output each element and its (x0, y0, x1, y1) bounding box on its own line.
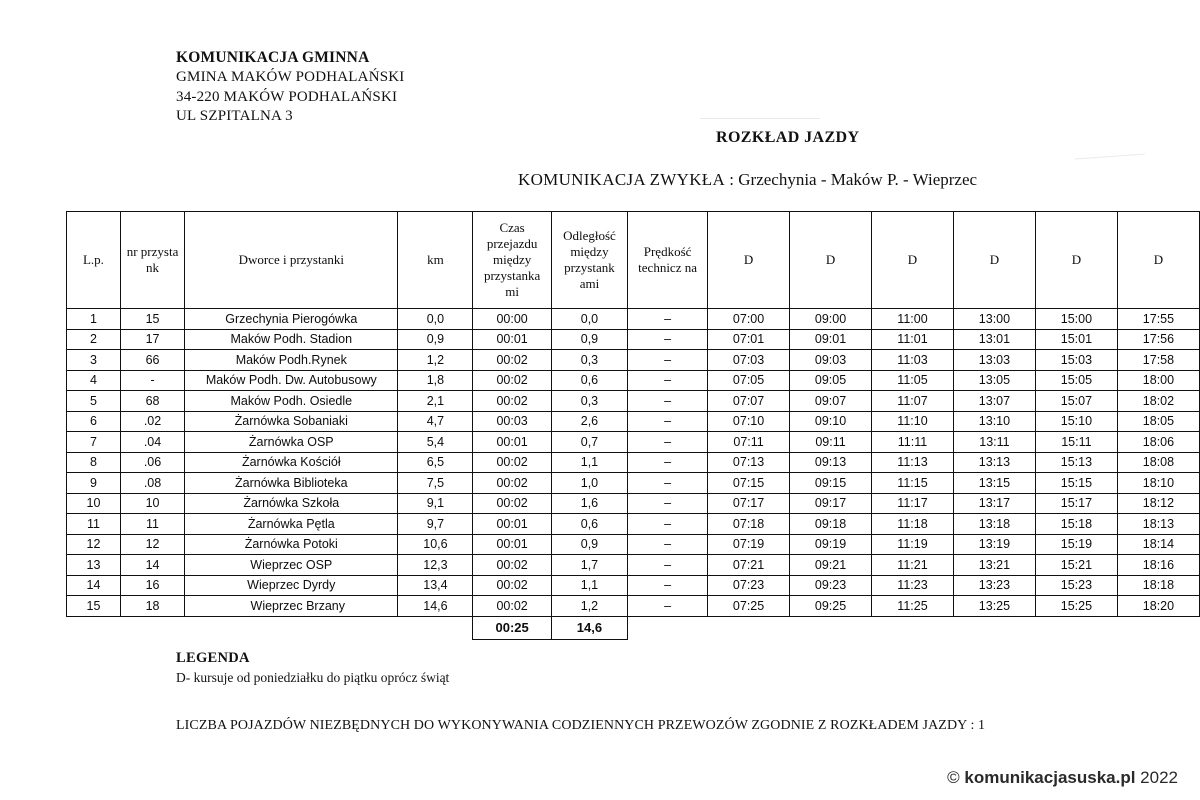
cell-station-name: Wieprzec Brzany (185, 596, 398, 617)
cell-travel-time: 00:02 (473, 575, 551, 596)
watermark (947, 768, 1178, 788)
cell-departure-4: 13:25 (953, 596, 1035, 617)
cell-departure-3: 11:01 (872, 329, 954, 350)
col-header-departure-1: D (708, 212, 790, 309)
cell-km: 7,5 (398, 473, 473, 494)
cell-departure-4: 13:15 (953, 473, 1035, 494)
cell-lp: 5 (67, 391, 121, 412)
cell-departure-2: 09:23 (790, 575, 872, 596)
cell-departure-2: 09:11 (790, 432, 872, 453)
table-head (67, 212, 1200, 309)
cell-lp: 13 (67, 555, 121, 576)
totals-spacer-d3 (872, 616, 954, 639)
totals-distance: 14,6 (551, 616, 627, 639)
cell-travel-time: 00:01 (473, 432, 551, 453)
table-body (67, 309, 1200, 617)
cell-stop-number: 16 (120, 575, 184, 596)
cell-departure-3: 11:00 (872, 309, 954, 330)
table-row (67, 555, 1200, 576)
col-header-travel-time: Czas przejazdu między przystanka mi (473, 212, 551, 309)
col-header-departure-6: D (1117, 212, 1199, 309)
cell-distance: 2,6 (551, 411, 627, 432)
cell-lp: 1 (67, 309, 121, 330)
totals-spacer-d5 (1035, 616, 1117, 639)
cell-departure-5: 15:17 (1035, 493, 1117, 514)
cell-departure-5: 15:07 (1035, 391, 1117, 412)
cell-km: 0,9 (398, 329, 473, 350)
cell-distance: 0,3 (551, 350, 627, 371)
cell-stop-number: .02 (120, 411, 184, 432)
cell-departure-6: 18:10 (1117, 473, 1199, 494)
cell-departure-6: 18:14 (1117, 534, 1199, 555)
cell-stop-number: - (120, 370, 184, 391)
cell-station-name: Wieprzec OSP (185, 555, 398, 576)
cell-departure-1: 07:00 (708, 309, 790, 330)
cell-distance: 0,0 (551, 309, 627, 330)
cell-departure-4: 13:10 (953, 411, 1035, 432)
cell-lp: 4 (67, 370, 121, 391)
cell-departure-4: 13:21 (953, 555, 1035, 576)
cell-departure-4: 13:17 (953, 493, 1035, 514)
org-line-1: KOMUNIKACJA GMINNA (176, 49, 370, 66)
cell-travel-time: 00:02 (473, 473, 551, 494)
totals-spacer-stop (185, 616, 398, 639)
cell-departure-5: 15:19 (1035, 534, 1117, 555)
cell-distance: 1,7 (551, 555, 627, 576)
cell-travel-time: 00:02 (473, 596, 551, 617)
cell-departure-5: 15:21 (1035, 555, 1117, 576)
cell-speed: – (628, 534, 708, 555)
cell-speed: – (628, 350, 708, 371)
cell-lp: 6 (67, 411, 121, 432)
totals-spacer-d4 (953, 616, 1035, 639)
cell-km: 6,5 (398, 452, 473, 473)
cell-departure-1: 07:21 (708, 555, 790, 576)
cell-travel-time: 00:02 (473, 452, 551, 473)
cell-speed: – (628, 575, 708, 596)
table-row (67, 452, 1200, 473)
organisation-block (176, 48, 405, 127)
cell-speed: – (628, 370, 708, 391)
cell-stop-number: 10 (120, 493, 184, 514)
watermark-copyright: © (947, 768, 960, 787)
cell-departure-2: 09:15 (790, 473, 872, 494)
cell-departure-6: 18:13 (1117, 514, 1199, 535)
cell-departure-2: 09:17 (790, 493, 872, 514)
totals-spacer-lp (67, 616, 121, 639)
cell-travel-time: 00:02 (473, 370, 551, 391)
cell-speed: – (628, 432, 708, 453)
cell-departure-6: 18:08 (1117, 452, 1199, 473)
cell-departure-3: 11:18 (872, 514, 954, 535)
cell-station-name: Maków Podh.Rynek (185, 350, 398, 371)
cell-travel-time: 00:01 (473, 514, 551, 535)
cell-departure-6: 18:02 (1117, 391, 1199, 412)
totals-spacer-nr (120, 616, 184, 639)
watermark-site: komunikacjasuska.pl (964, 768, 1136, 787)
totals-spacer-d6 (1117, 616, 1199, 639)
cell-departure-1: 07:10 (708, 411, 790, 432)
cell-lp: 15 (67, 596, 121, 617)
cell-km: 10,6 (398, 534, 473, 555)
cell-travel-time: 00:03 (473, 411, 551, 432)
col-header-km: km (398, 212, 473, 309)
cell-travel-time: 00:01 (473, 329, 551, 350)
cell-departure-5: 15:10 (1035, 411, 1117, 432)
table-row (67, 514, 1200, 535)
cell-km: 14,6 (398, 596, 473, 617)
cell-lp: 7 (67, 432, 121, 453)
cell-speed: – (628, 452, 708, 473)
cell-station-name: Żarnówka Kościół (185, 452, 398, 473)
cell-departure-1: 07:18 (708, 514, 790, 535)
cell-departure-6: 18:00 (1117, 370, 1199, 391)
org-line-3: 34-220 MAKÓW PODHALAŃSKI (176, 88, 398, 105)
cell-speed: – (628, 473, 708, 494)
cell-departure-6: 17:55 (1117, 309, 1199, 330)
cell-stop-number: 11 (120, 514, 184, 535)
cell-stop-number: .04 (120, 432, 184, 453)
cell-departure-4: 13:19 (953, 534, 1035, 555)
cell-departure-2: 09:18 (790, 514, 872, 535)
col-header-distance: Odległość między przystank ami (551, 212, 627, 309)
cell-departure-1: 07:23 (708, 575, 790, 596)
cell-departure-6: 18:16 (1117, 555, 1199, 576)
legend-block (176, 650, 449, 686)
totals-spacer-speed (628, 616, 708, 639)
cell-station-name: Maków Podh. Dw. Autobusowy (185, 370, 398, 391)
table-row (67, 329, 1200, 350)
cell-distance: 0,9 (551, 329, 627, 350)
col-header-speed: Prędkość technicz na (628, 212, 708, 309)
cell-departure-4: 13:00 (953, 309, 1035, 330)
cell-lp: 12 (67, 534, 121, 555)
cell-stop-number: .08 (120, 473, 184, 494)
cell-departure-4: 13:18 (953, 514, 1035, 535)
watermark-year: 2022 (1140, 768, 1178, 787)
table-row (67, 432, 1200, 453)
cell-stop-number: 12 (120, 534, 184, 555)
cell-station-name: Maków Podh. Osiedle (185, 391, 398, 412)
cell-lp: 9 (67, 473, 121, 494)
cell-departure-5: 15:18 (1035, 514, 1117, 535)
cell-departure-3: 11:11 (872, 432, 954, 453)
cell-distance: 1,1 (551, 452, 627, 473)
cell-km: 9,7 (398, 514, 473, 535)
cell-departure-6: 18:18 (1117, 575, 1199, 596)
totals-spacer-km (398, 616, 473, 639)
cell-departure-4: 13:01 (953, 329, 1035, 350)
scan-artifact-line-2 (1075, 154, 1145, 160)
table-foot (67, 616, 1200, 639)
totals-spacer-d1 (708, 616, 790, 639)
cell-stop-number: 17 (120, 329, 184, 350)
col-header-departure-2: D (790, 212, 872, 309)
cell-km: 1,8 (398, 370, 473, 391)
cell-departure-2: 09:05 (790, 370, 872, 391)
cell-departure-2: 09:19 (790, 534, 872, 555)
cell-departure-2: 09:03 (790, 350, 872, 371)
cell-departure-6: 18:06 (1117, 432, 1199, 453)
cell-speed: – (628, 555, 708, 576)
cell-km: 13,4 (398, 575, 473, 596)
cell-departure-5: 15:23 (1035, 575, 1117, 596)
table-row (67, 575, 1200, 596)
cell-departure-5: 15:15 (1035, 473, 1117, 494)
cell-departure-3: 11:07 (872, 391, 954, 412)
cell-travel-time: 00:02 (473, 555, 551, 576)
table-row (67, 391, 1200, 412)
cell-km: 4,7 (398, 411, 473, 432)
table-row (67, 309, 1200, 330)
cell-km: 2,1 (398, 391, 473, 412)
cell-departure-3: 11:21 (872, 555, 954, 576)
table-row (67, 493, 1200, 514)
cell-km: 5,4 (398, 432, 473, 453)
cell-station-name: Żarnówka Sobaniaki (185, 411, 398, 432)
table-row (67, 370, 1200, 391)
cell-station-name: Żarnówka Pętla (185, 514, 398, 535)
cell-station-name: Żarnówka OSP (185, 432, 398, 453)
cell-travel-time: 00:02 (473, 493, 551, 514)
cell-departure-1: 07:25 (708, 596, 790, 617)
col-header-stop-number: nr przysta nk (120, 212, 184, 309)
cell-speed: – (628, 514, 708, 535)
cell-stop-number: 14 (120, 555, 184, 576)
schedule-table (66, 211, 1200, 640)
cell-km: 9,1 (398, 493, 473, 514)
cell-departure-3: 11:10 (872, 411, 954, 432)
totals-row (67, 616, 1200, 639)
cell-lp: 10 (67, 493, 121, 514)
cell-departure-1: 07:17 (708, 493, 790, 514)
cell-departure-5: 15:03 (1035, 350, 1117, 371)
route-value: : Grzechynia - Maków P. - Wieprzec (729, 170, 978, 189)
cell-departure-2: 09:25 (790, 596, 872, 617)
cell-departure-2: 09:01 (790, 329, 872, 350)
cell-departure-4: 13:13 (953, 452, 1035, 473)
col-header-departure-3: D (872, 212, 954, 309)
cell-distance: 0,9 (551, 534, 627, 555)
cell-stop-number: 66 (120, 350, 184, 371)
cell-stop-number: .06 (120, 452, 184, 473)
cell-lp: 14 (67, 575, 121, 596)
cell-distance: 0,6 (551, 370, 627, 391)
cell-km: 12,3 (398, 555, 473, 576)
table-row (67, 473, 1200, 494)
cell-lp: 3 (67, 350, 121, 371)
cell-departure-4: 13:03 (953, 350, 1035, 371)
cell-departure-1: 07:19 (708, 534, 790, 555)
col-header-lp: L.p. (67, 212, 121, 309)
cell-distance: 0,6 (551, 514, 627, 535)
cell-km: 0,0 (398, 309, 473, 330)
cell-speed: – (628, 391, 708, 412)
cell-lp: 11 (67, 514, 121, 535)
cell-departure-1: 07:05 (708, 370, 790, 391)
cell-departure-2: 09:13 (790, 452, 872, 473)
cell-departure-5: 15:00 (1035, 309, 1117, 330)
cell-lp: 8 (67, 452, 121, 473)
scan-artifact-line (700, 118, 820, 119)
cell-departure-1: 07:03 (708, 350, 790, 371)
cell-distance: 1,1 (551, 575, 627, 596)
cell-departure-3: 11:13 (872, 452, 954, 473)
cell-departure-3: 11:25 (872, 596, 954, 617)
cell-distance: 1,6 (551, 493, 627, 514)
cell-travel-time: 00:02 (473, 350, 551, 371)
cell-departure-4: 13:05 (953, 370, 1035, 391)
cell-departure-4: 13:11 (953, 432, 1035, 453)
cell-travel-time: 00:02 (473, 391, 551, 412)
table-row (67, 350, 1200, 371)
cell-departure-3: 11:15 (872, 473, 954, 494)
col-header-departure-5: D (1035, 212, 1117, 309)
cell-departure-2: 09:00 (790, 309, 872, 330)
schedule-table-wrapper (66, 211, 1200, 640)
route-label: KOMUNIKACJA ZWYKŁA (518, 170, 726, 189)
cell-stop-number: 18 (120, 596, 184, 617)
cell-departure-5: 15:11 (1035, 432, 1117, 453)
cell-station-name: Maków Podh. Stadion (185, 329, 398, 350)
cell-km: 1,2 (398, 350, 473, 371)
col-header-departure-4: D (953, 212, 1035, 309)
cell-departure-4: 13:07 (953, 391, 1035, 412)
cell-distance: 1,2 (551, 596, 627, 617)
cell-departure-6: 17:58 (1117, 350, 1199, 371)
table-row (67, 534, 1200, 555)
cell-speed: – (628, 309, 708, 330)
cell-distance: 0,7 (551, 432, 627, 453)
cell-station-name: Wieprzec Dyrdy (185, 575, 398, 596)
cell-departure-1: 07:07 (708, 391, 790, 412)
cell-station-name: Żarnówka Potoki (185, 534, 398, 555)
cell-speed: – (628, 493, 708, 514)
totals-travel-time: 00:25 (473, 616, 551, 639)
cell-departure-4: 13:23 (953, 575, 1035, 596)
cell-distance: 1,0 (551, 473, 627, 494)
cell-stop-number: 68 (120, 391, 184, 412)
totals-spacer-d2 (790, 616, 872, 639)
cell-speed: – (628, 411, 708, 432)
route-heading (518, 170, 977, 190)
cell-departure-5: 15:01 (1035, 329, 1117, 350)
cell-travel-time: 00:01 (473, 534, 551, 555)
cell-lp: 2 (67, 329, 121, 350)
legend-title: LEGENDA (176, 650, 250, 666)
org-line-2: GMINA MAKÓW PODHALAŃSKI (176, 69, 405, 86)
cell-departure-3: 11:17 (872, 493, 954, 514)
cell-departure-3: 11:03 (872, 350, 954, 371)
cell-departure-3: 11:19 (872, 534, 954, 555)
cell-departure-1: 07:13 (708, 452, 790, 473)
cell-station-name: Żarnówka Szkoła (185, 493, 398, 514)
cell-departure-6: 18:12 (1117, 493, 1199, 514)
cell-departure-1: 07:11 (708, 432, 790, 453)
cell-station-name: Żarnówka Biblioteka (185, 473, 398, 494)
fleet-requirement-note: LICZBA POJAZDÓW NIEZBĘDNYCH DO WYKONYWANIA CODZIENNYCH PRZEWOZÓW ZGODNIE Z ROZKŁADEM JAZDY : 1 (176, 718, 986, 733)
cell-departure-5: 15:25 (1035, 596, 1117, 617)
cell-speed: – (628, 596, 708, 617)
document-title: ROZKŁAD JAZDY (716, 129, 860, 146)
table-row (67, 596, 1200, 617)
cell-departure-2: 09:10 (790, 411, 872, 432)
cell-departure-1: 07:15 (708, 473, 790, 494)
cell-station-name: Grzechynia Pierogówka (185, 309, 398, 330)
cell-stop-number: 15 (120, 309, 184, 330)
cell-departure-5: 15:13 (1035, 452, 1117, 473)
cell-distance: 0,3 (551, 391, 627, 412)
cell-departure-5: 15:05 (1035, 370, 1117, 391)
cell-departure-1: 07:01 (708, 329, 790, 350)
org-line-4: UL SZPITALNA 3 (176, 108, 293, 125)
table-row (67, 411, 1200, 432)
cell-travel-time: 00:00 (473, 309, 551, 330)
legend-text: D- kursuje od poniedziałku do piątku oprócz świąt (176, 670, 450, 685)
cell-speed: – (628, 329, 708, 350)
cell-departure-3: 11:05 (872, 370, 954, 391)
cell-departure-2: 09:07 (790, 391, 872, 412)
header-row (67, 212, 1200, 309)
cell-departure-2: 09:21 (790, 555, 872, 576)
cell-departure-6: 18:20 (1117, 596, 1199, 617)
col-header-stations: Dworce i przystanki (185, 212, 398, 309)
cell-departure-3: 11:23 (872, 575, 954, 596)
cell-departure-6: 17:56 (1117, 329, 1199, 350)
cell-departure-6: 18:05 (1117, 411, 1199, 432)
